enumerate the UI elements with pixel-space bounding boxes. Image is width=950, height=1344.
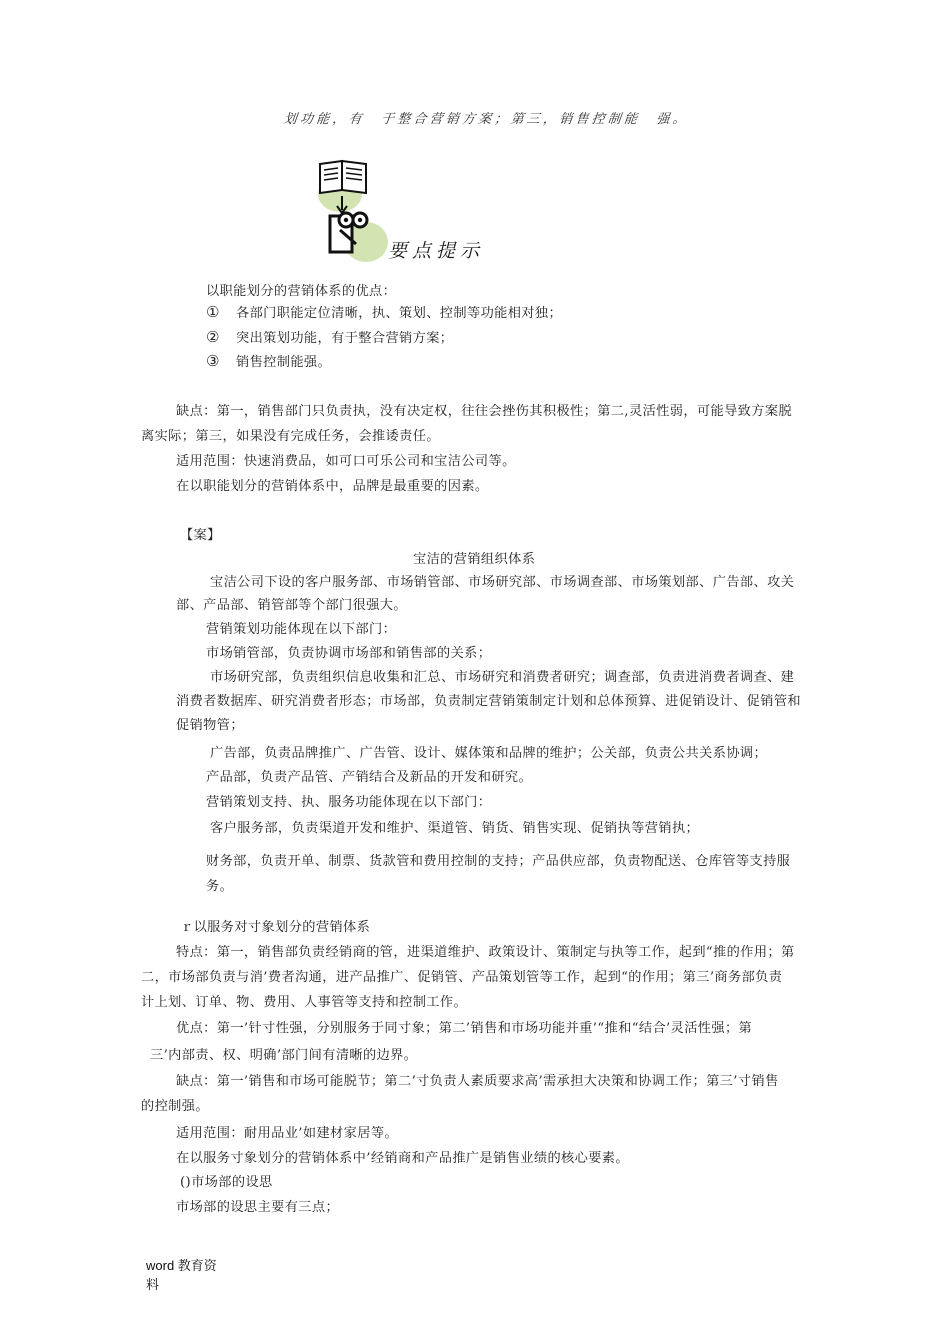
section-title: ｒ以服务对寸象划分的营销体系	[180, 920, 371, 935]
item-text: 突出策划功能，有于整合营销方案；	[236, 331, 454, 346]
case-paragraph: 广告部，负责品牌推广、广告管、设计、媒体策和品牌的维护；公关部，负责公共关系协调；	[210, 746, 768, 761]
scope-text: 适用范围：耐用品业’如建材家居等。	[176, 1126, 398, 1141]
features-line: 特点：第一，销售部负责经销商的管，进渠道维护、政策设计、策制定与执等工作，起到“推的作用；第	[176, 945, 795, 960]
case-paragraph: 营销策划功能体现在以下部门：	[206, 622, 397, 637]
disadvantages-line-2: 离实际；第三，如果没有完成任务，会推诿责任。	[141, 429, 440, 444]
case-paragraph: 促销物管；	[176, 718, 244, 733]
market-text: 市场部的设思主要有三点；	[176, 1200, 340, 1215]
features-line: 计上划、订单、物、费用、人事管等支持和控制工作。	[141, 995, 468, 1010]
item-text: 销售控制能强。	[236, 355, 332, 370]
features-line: 二，市场部负责与消’费者沟通，进产品推广、促销管、产品策划管等工作，起到“的作用；第三’商务部负责	[141, 970, 783, 985]
case-paragraph: 客户服务部，负责渠道开发和维护、渠道管、销货、销售实现、促销执等营销执；	[210, 821, 700, 836]
case-paragraph: 财务部，负责开单、制票、货款管和费用控制的支持；产品供应部，负责物配送、仓库管等支持服	[206, 854, 791, 869]
advantages-line: 三’内部责、权、明确’部门间有清晰的边界。	[150, 1048, 418, 1063]
header-line: 划功能，有 于整合营销方案；第三，销售控制能 强。	[283, 112, 690, 127]
advantages-line: 优点：第一’针寸性强，分别服务于同寸象；第二’销售和市场功能并重’“推和“结合’灵活性强；第	[176, 1021, 753, 1036]
case-paragraph: 部、产品部、销管部等个部门很强大。	[176, 598, 407, 613]
item-number: ①	[206, 303, 220, 321]
core-text: 在以服务寸象划分的营销体系中’经销商和产品推广是销售业绩的核心要素。	[176, 1151, 629, 1166]
scope-text: 适用范围：快速消费品，如可口可乐公司和宝洁公司等。	[176, 454, 516, 469]
case-paragraph: 市场研究部，负责组织信息收集和汇总、市场研究和消费者研究；调查部，负责进消费者调查、建	[210, 670, 795, 685]
disadvantages-line: 缺点：第一’销售和市场可能脱节；第二’寸负责人素质要求高’需承担大决策和协调工作；第三’寸销售	[176, 1074, 779, 1089]
disadvantages-line: 的控制强。	[141, 1099, 209, 1114]
case-paragraph: 务。	[206, 879, 234, 894]
advantage-item-1	[206, 302, 563, 321]
case-paragraph: 市场销管部，负责协调市场部和销售部的关系；	[206, 646, 492, 661]
market-title: ()市场部的设思	[180, 1175, 273, 1190]
tip-label: 要点提示	[388, 240, 485, 262]
case-paragraph: 宝洁公司下设的客户服务部、市场销管部、市场研究部、市场调查部、市场策划部、广告部、攻关	[210, 575, 795, 590]
disadvantages-line-1: 缺点：第一，销售部门只负责执，没有决定权，往往会挫伤其积极性；第二,灵活性弱，可能导致方案脱	[176, 404, 793, 419]
case-label: 【案】	[180, 528, 221, 543]
footer-line-1: word 教育资	[146, 1258, 217, 1273]
case-paragraph: 营销策划支持、执、服务功能体现在以下部门：	[206, 795, 492, 810]
item-number: ③	[206, 352, 220, 370]
case-title: 宝洁的营销组织体系	[413, 552, 536, 567]
advantage-item-2	[206, 327, 454, 346]
brand-text: 在以职能划分的营销体系中，品牌是最重要的因素。	[176, 479, 489, 494]
case-paragraph: 产品部，负责产品管、产销结合及新品的开发和研究。	[206, 770, 533, 785]
advantages-title: 以职能划分的营销体系的优点：	[206, 284, 397, 299]
advantage-item-3	[206, 351, 332, 370]
case-paragraph: 消费者数据库、研究消费者形态；市场部，负责制定营销策制定计划和总体预算、进促销设计、促销管和	[176, 694, 802, 709]
footer-line-2: 料	[146, 1277, 160, 1292]
item-number: ②	[206, 328, 220, 346]
item-text: 各部门职能定位清晰，执、策划、控制等功能相对独；	[236, 306, 563, 321]
